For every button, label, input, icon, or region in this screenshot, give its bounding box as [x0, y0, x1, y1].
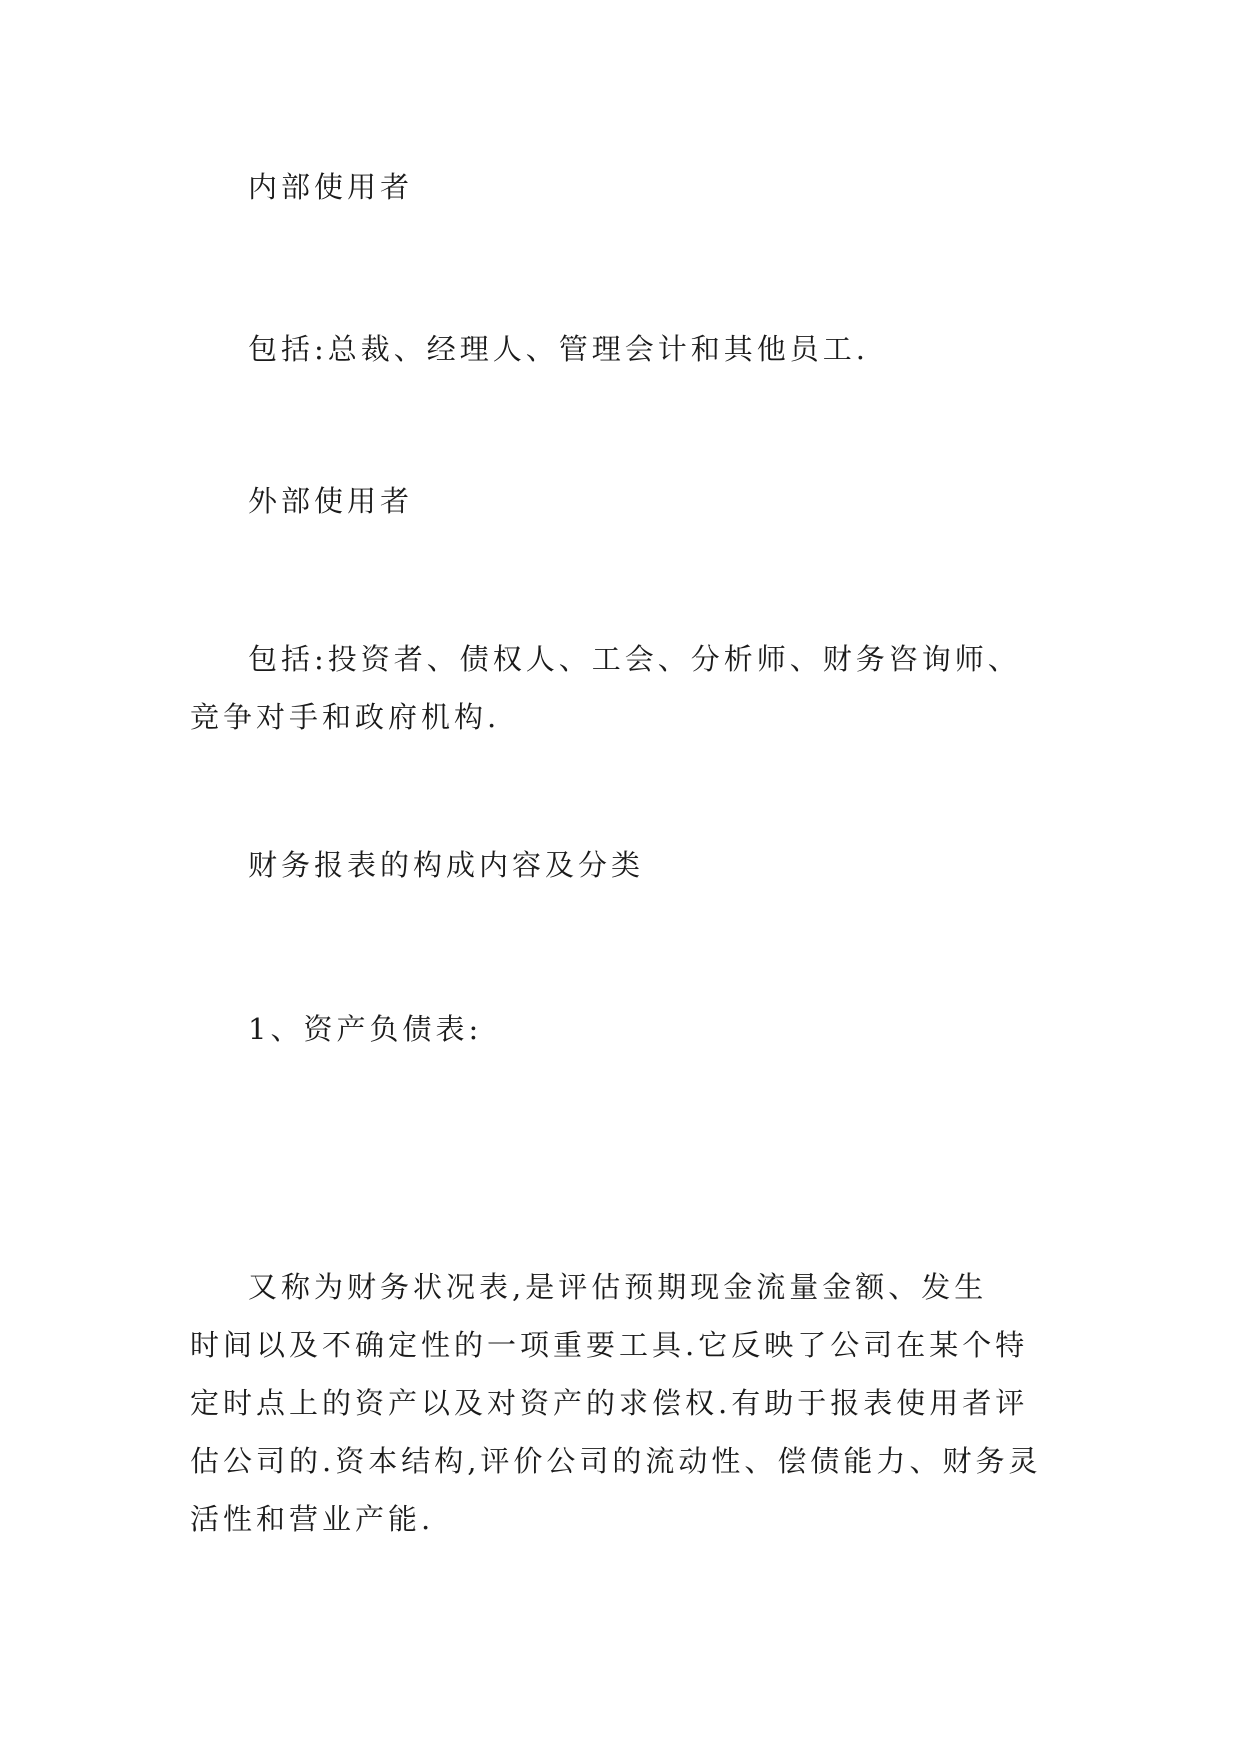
- text-line: 包括:投资者、债权人、工会、分析师、财务咨询师、: [248, 642, 1021, 676]
- text-line: 又称为财务状况表,是评估预期现金流量金额、发生: [248, 1270, 988, 1304]
- text-line: 定时点上的资产以及对资产的求偿权.有助于报表使用者评: [190, 1386, 1029, 1420]
- paragraph-balance-sheet-heading: [190, 1000, 1070, 1058]
- text-line: 时间以及不确定性的一项重要工具.它反映了公司在某个特: [190, 1328, 1029, 1362]
- paragraph-internal-users-heading: [190, 158, 1070, 216]
- text-line: 包括:总裁、经理人、管理会计和其他员工.: [248, 332, 869, 366]
- text-line: 财务报表的构成内容及分类: [248, 848, 645, 882]
- paragraph-external-users-heading: [190, 472, 1070, 530]
- text-line: 内部使用者: [248, 170, 414, 204]
- paragraph-statements-heading: [190, 836, 1070, 894]
- text-line: 估公司的.资本结构,评价公司的流动性、偿债能力、财务灵: [190, 1444, 1042, 1478]
- paragraph-balance-sheet-body: [190, 1258, 1070, 1548]
- text-line: 1、资产负债表:: [248, 1012, 483, 1046]
- text-line: 竞争对手和政府机构.: [190, 700, 501, 734]
- paragraph-external-users-list: [190, 630, 1070, 746]
- text-line: 活性和营业产能.: [190, 1502, 435, 1536]
- text-line: 外部使用者: [248, 484, 414, 518]
- paragraph-internal-users-list: [190, 320, 1070, 378]
